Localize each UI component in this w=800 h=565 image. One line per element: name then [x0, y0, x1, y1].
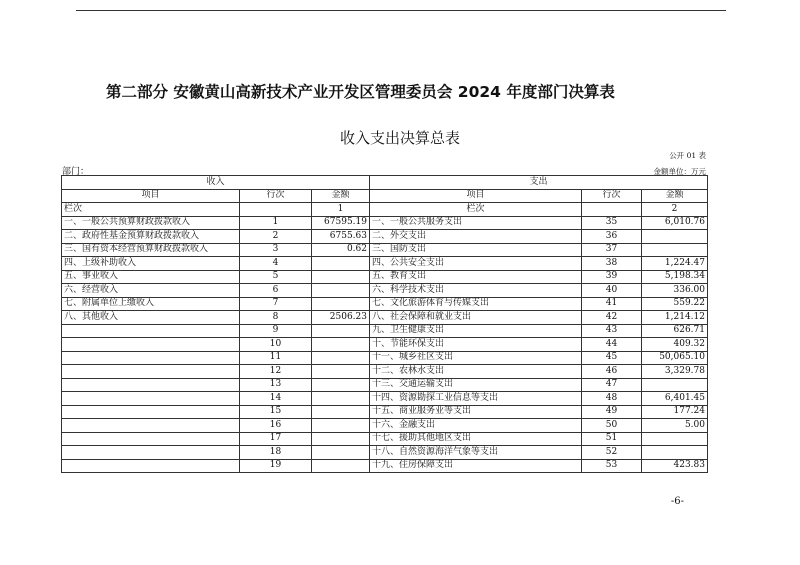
expense-amount-header: 金额	[642, 189, 708, 203]
income-line-cell: 12	[240, 365, 312, 379]
expense-item-cell: 十四、资源勘探工业信息等支出	[370, 392, 582, 406]
income-amount-cell	[312, 324, 370, 338]
income-amount-cell	[312, 284, 370, 298]
income-amount-cell	[312, 365, 370, 379]
department-label: 部门：	[62, 167, 90, 177]
income-line-cell: 6	[240, 284, 312, 298]
table-row	[62, 432, 708, 446]
expense-line-cell: 42	[582, 311, 642, 325]
income-amount-cell	[312, 392, 370, 406]
table-row	[62, 405, 708, 419]
expense-item-cell: 三、国防支出	[370, 243, 582, 257]
expense-line-cell: 36	[582, 230, 642, 244]
expense-line-cell: 52	[582, 446, 642, 460]
income-line-cell: 2	[240, 230, 312, 244]
income-item-cell: 八、其他收入	[62, 311, 240, 325]
table-row	[62, 311, 708, 325]
expense-item-cell: 六、科学技术支出	[370, 284, 582, 298]
table-row	[62, 257, 708, 271]
income-line-cell: 1	[240, 216, 312, 230]
expense-line-cell: 41	[582, 297, 642, 311]
expense-line-cell: 47	[582, 378, 642, 392]
income-item-cell	[62, 419, 240, 433]
income-line-cell: 3	[240, 243, 312, 257]
income-header: 收入	[62, 176, 370, 190]
income-item-cell	[62, 378, 240, 392]
expense-line-header: 行次	[582, 189, 642, 203]
expense-amount-cell	[642, 432, 708, 446]
income-item-cell	[62, 324, 240, 338]
expense-col-line-empty	[582, 203, 642, 217]
expense-amount-cell: 6,401.45	[642, 392, 708, 406]
income-line-cell: 4	[240, 257, 312, 271]
table-row	[62, 243, 708, 257]
expense-amount-cell: 50,065.10	[642, 351, 708, 365]
expense-amount-cell: 626.71	[642, 324, 708, 338]
income-line-cell: 16	[240, 419, 312, 433]
form-number: 公开 01 表	[669, 151, 706, 160]
expense-amount-cell: 6,010.76	[642, 216, 708, 230]
income-line-cell: 15	[240, 405, 312, 419]
income-item-cell: 六、经营收入	[62, 284, 240, 298]
income-line-cell: 8	[240, 311, 312, 325]
income-item-cell: 七、附属单位上缴收入	[62, 297, 240, 311]
income-item-cell	[62, 446, 240, 460]
expense-amount-cell	[642, 230, 708, 244]
expense-amount-cell: 423.83	[642, 459, 708, 473]
expense-line-cell: 49	[582, 405, 642, 419]
expense-amount-cell: 3,329.78	[642, 365, 708, 379]
top-rule	[76, 10, 726, 11]
expense-amount-cell: 1,224.47	[642, 257, 708, 271]
expense-amount-cell: 409.32	[642, 338, 708, 352]
income-col-line-empty	[240, 203, 312, 217]
income-amount-cell	[312, 351, 370, 365]
expense-item-cell: 八、社会保障和就业支出	[370, 311, 582, 325]
income-amount-cell: 0.62	[312, 243, 370, 257]
table-row	[62, 338, 708, 352]
expense-line-cell: 48	[582, 392, 642, 406]
income-amount-cell	[312, 459, 370, 473]
table-row	[62, 284, 708, 298]
income-line-cell: 18	[240, 446, 312, 460]
expense-line-cell: 44	[582, 338, 642, 352]
income-item-cell: 五、事业收入	[62, 270, 240, 284]
table-row	[62, 324, 708, 338]
expense-amount-cell: 5.00	[642, 419, 708, 433]
expense-item-cell: 五、教育支出	[370, 270, 582, 284]
header-row-sections	[62, 176, 708, 190]
expense-line-cell: 40	[582, 284, 642, 298]
page-number: -6-	[670, 496, 684, 507]
income-amount-cell: 6755.63	[312, 230, 370, 244]
income-item-cell	[62, 432, 240, 446]
table-row	[62, 392, 708, 406]
part-title: 第二部分 安徽黄山高新技术产业开发区管理委员会 2024 年度部门决算表	[106, 83, 615, 101]
expense-item-cell: 十九、住房保障支出	[370, 459, 582, 473]
unit-label: 金额单位：万元	[653, 167, 706, 176]
income-item-cell	[62, 351, 240, 365]
expense-item-header: 项目	[370, 189, 582, 203]
income-amount-cell	[312, 297, 370, 311]
expense-amount-cell	[642, 243, 708, 257]
income-line-cell: 13	[240, 378, 312, 392]
income-amount-cell: 67595.19	[312, 216, 370, 230]
income-amount-cell	[312, 270, 370, 284]
income-amount-cell	[312, 257, 370, 271]
income-item-cell	[62, 459, 240, 473]
expense-col-number: 2	[642, 203, 708, 217]
income-line-cell: 14	[240, 392, 312, 406]
table-row	[62, 459, 708, 473]
income-amount-cell	[312, 419, 370, 433]
expense-line-cell: 51	[582, 432, 642, 446]
expense-item-cell: 十三、交通运输支出	[370, 378, 582, 392]
expense-line-cell: 37	[582, 243, 642, 257]
table-row	[62, 270, 708, 284]
income-line-cell: 9	[240, 324, 312, 338]
income-line-cell: 10	[240, 338, 312, 352]
income-line-cell: 5	[240, 270, 312, 284]
income-item-header: 项目	[62, 189, 240, 203]
table-row	[62, 378, 708, 392]
income-col-label: 栏次	[62, 203, 240, 217]
income-item-cell: 一、一般公共预算财政拨款收入	[62, 216, 240, 230]
income-amount-cell	[312, 432, 370, 446]
expense-amount-cell: 559.22	[642, 297, 708, 311]
expense-item-cell: 四、公共安全支出	[370, 257, 582, 271]
table-row	[62, 230, 708, 244]
expense-amount-cell: 5,198.34	[642, 270, 708, 284]
income-item-cell	[62, 405, 240, 419]
table-row	[62, 351, 708, 365]
table-row	[62, 446, 708, 460]
expense-col-label: 栏次	[370, 203, 582, 217]
income-col-number: 1	[312, 203, 370, 217]
header-row-column-index	[62, 203, 708, 217]
income-amount-cell: 2506.23	[312, 311, 370, 325]
income-amount-cell	[312, 378, 370, 392]
table-row	[62, 297, 708, 311]
income-amount-cell	[312, 446, 370, 460]
income-amount-cell	[312, 338, 370, 352]
expense-item-cell: 十六、金融支出	[370, 419, 582, 433]
income-line-cell: 11	[240, 351, 312, 365]
table-row	[62, 419, 708, 433]
expense-amount-cell	[642, 446, 708, 460]
income-item-cell: 二、政府性基金预算财政拨款收入	[62, 230, 240, 244]
income-line-header: 行次	[240, 189, 312, 203]
expense-item-cell: 十八、自然资源海洋气象等支出	[370, 446, 582, 460]
expense-line-cell: 46	[582, 365, 642, 379]
expense-item-cell: 十五、商业服务业等支出	[370, 405, 582, 419]
expense-amount-cell: 1,214.12	[642, 311, 708, 325]
expense-item-cell: 十二、农林水支出	[370, 365, 582, 379]
expense-item-cell: 十七、援助其他地区支出	[370, 432, 582, 446]
expense-line-cell: 43	[582, 324, 642, 338]
income-line-cell: 19	[240, 459, 312, 473]
expense-item-cell: 二、外交支出	[370, 230, 582, 244]
income-item-cell	[62, 338, 240, 352]
income-item-cell	[62, 392, 240, 406]
expense-item-cell: 九、卫生健康支出	[370, 324, 582, 338]
expense-line-cell: 39	[582, 270, 642, 284]
income-expense-table	[61, 175, 708, 473]
header-row-columns	[62, 189, 708, 203]
income-amount-cell	[312, 405, 370, 419]
expense-line-cell: 53	[582, 459, 642, 473]
expense-amount-cell: 177.24	[642, 405, 708, 419]
income-item-cell: 四、上级补助收入	[62, 257, 240, 271]
expense-item-cell: 十一、城乡社区支出	[370, 351, 582, 365]
expense-header: 支出	[370, 176, 708, 190]
expense-amount-cell	[642, 378, 708, 392]
expense-line-cell: 50	[582, 419, 642, 433]
income-line-cell: 7	[240, 297, 312, 311]
expense-item-cell: 十、节能环保支出	[370, 338, 582, 352]
table-row	[62, 365, 708, 379]
expense-line-cell: 45	[582, 351, 642, 365]
expense-item-cell: 七、文化旅游体育与传媒支出	[370, 297, 582, 311]
income-amount-header: 金额	[312, 189, 370, 203]
expense-line-cell: 35	[582, 216, 642, 230]
expense-amount-cell: 336.00	[642, 284, 708, 298]
income-line-cell: 17	[240, 432, 312, 446]
expense-item-cell: 一、一般公共服务支出	[370, 216, 582, 230]
income-item-cell	[62, 365, 240, 379]
table-title: 收入支出决算总表	[339, 129, 460, 147]
income-item-cell: 三、国有资本经营预算财政拨款收入	[62, 243, 240, 257]
expense-line-cell: 38	[582, 257, 642, 271]
table-row	[62, 216, 708, 230]
